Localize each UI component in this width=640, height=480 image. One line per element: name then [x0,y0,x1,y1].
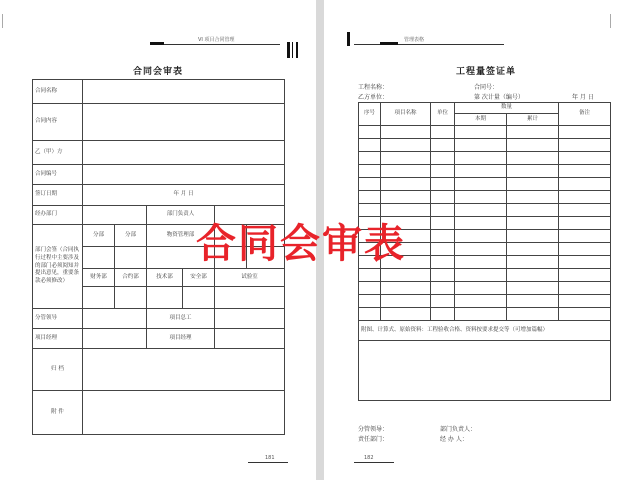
crop-mark [2,14,3,28]
left-page-header: VI 项目合同管理 [198,37,235,43]
table-cell[interactable] [431,126,455,139]
review-sign-cell[interactable] [215,287,285,309]
label-sign-date: 签订日期 [33,185,83,206]
table-cell[interactable] [381,308,431,321]
table-cell[interactable] [455,295,507,308]
table-cell[interactable] [359,269,381,282]
table-cell[interactable] [455,178,507,191]
header-bar-vertical-thin [292,42,293,58]
table-row [359,126,611,139]
col-this-period: 本期 [455,114,507,126]
label-handling-dept: 经办部门 [33,206,83,225]
table-cell[interactable] [431,243,455,256]
right-doc-title: 工程量签证单 [456,67,517,77]
table-cell[interactable] [455,165,507,178]
table-cell[interactable] [559,282,611,295]
table-cell[interactable] [381,139,431,152]
table-cell[interactable] [455,243,507,256]
table-cell[interactable] [455,191,507,204]
footer-handler: 经 办 人： [440,436,468,443]
meta-contract-no: 合同号： [474,84,499,91]
review-sign-cell[interactable] [115,247,147,269]
field-handling-dept[interactable] [83,206,147,225]
table-row [359,178,611,191]
header-rule [354,44,504,45]
table-cell[interactable] [431,165,455,178]
table-cell[interactable] [431,282,455,295]
header-bar [150,42,164,45]
table-cell[interactable] [455,256,507,269]
label-contract-name: 合同名称 [33,80,83,104]
review-header: 合约部 [115,269,147,287]
field-project-manager[interactable] [83,329,147,349]
col-seq: 序号 [359,103,381,126]
table-cell[interactable] [507,308,559,321]
review-sign-cell[interactable] [115,287,147,309]
table-cell[interactable] [431,217,455,230]
crop-mark [610,14,611,28]
table-cell[interactable] [455,230,507,243]
review-header: 分部 [115,225,147,247]
label-party-b: 乙（甲）方 [33,141,83,165]
left-doc-title: 合同会审表 [133,67,184,77]
table-cell[interactable] [455,269,507,282]
table-cell[interactable] [431,269,455,282]
col-item-name: 项目名称 [381,103,431,126]
table-cell[interactable] [431,139,455,152]
table-cell[interactable] [507,204,559,217]
right-page-number: 182 [364,455,374,461]
header-rule [150,44,280,45]
label-project-chief-engineer: 项目总工 [147,309,215,329]
table-cell[interactable] [559,178,611,191]
review-sign-cell[interactable] [83,247,115,269]
table-cell[interactable] [455,204,507,217]
left-page-number: 181 [265,455,275,461]
col-quantity: 数量 [455,103,559,114]
label-dept-review: 部门会签（合同执行过程中主要涉及的部门必须阅知并提出意见，重要条款必须修改） [33,225,83,309]
table-cell[interactable] [507,269,559,282]
review-sign-cell[interactable] [147,287,183,309]
table-cell[interactable] [507,152,559,165]
table-cell[interactable] [559,295,611,308]
table-row [359,152,611,165]
col-cumulative: 累计 [507,114,559,126]
review-header: 分部 [83,225,115,247]
table-cell[interactable] [559,230,611,243]
review-header: 财务部 [83,269,115,287]
header-bar-vertical [347,32,350,46]
review-header: 技术部 [147,269,183,287]
table-cell[interactable] [455,217,507,230]
field-contract-no[interactable] [83,165,285,185]
right-page-header: 管理表格 [404,37,425,43]
table-cell[interactable] [559,256,611,269]
table-row [359,308,611,321]
table-cell[interactable] [507,282,559,295]
table-cell[interactable] [507,217,559,230]
overlay-title: 合同会审表 [196,221,406,267]
field-contract-content[interactable] [83,104,285,141]
table-cell[interactable] [381,191,431,204]
label-attachment: 附 件 [33,391,83,435]
footer-rule [354,462,394,463]
table-cell[interactable] [559,204,611,217]
table-cell[interactable] [455,126,507,139]
table-cell[interactable] [431,152,455,165]
table-cell[interactable] [507,230,559,243]
header-bar-vertical-2 [296,42,298,58]
table-cell[interactable] [431,308,455,321]
table-cell[interactable] [455,152,507,165]
footer-leader: 分管领导： [358,426,389,433]
field-project-chief-engineer[interactable] [215,309,285,329]
field-contract-name[interactable] [83,80,285,104]
table-cell[interactable] [381,126,431,139]
table-cell[interactable] [559,191,611,204]
label-contract-no: 合同编号 [33,165,83,185]
footer-dept-head: 部门负责人： [440,426,477,433]
table-cell[interactable] [507,139,559,152]
review-sign-cell[interactable] [183,287,215,309]
attachments-note: 附图、计算式、原始资料：工程验收合格、资料按要求提交等（可增加篇幅） [359,321,611,341]
table-cell[interactable] [559,243,611,256]
field-sign-date[interactable]: 年 月 日 [83,185,285,206]
table-cell[interactable] [359,282,381,295]
table-cell[interactable] [381,178,431,191]
label-leader: 分管领导 [33,309,83,329]
field-leader[interactable] [83,309,147,329]
table-cell[interactable] [359,152,381,165]
meta-party-b-unit: 乙方单位： [358,94,389,101]
table-cell[interactable] [507,126,559,139]
table-cell[interactable] [359,308,381,321]
table-row [359,139,611,152]
footer-rule [248,462,288,463]
table-cell[interactable] [559,308,611,321]
table-cell[interactable] [559,152,611,165]
header-bar [380,42,398,45]
label-project-manager: 项目经理 [33,329,83,349]
field-attachment[interactable] [83,391,285,435]
label-dept-head: 部门负责人 [147,206,215,225]
table-cell[interactable] [559,139,611,152]
table-cell[interactable] [507,295,559,308]
table-cell[interactable] [507,243,559,256]
field-project-manager-2[interactable] [215,329,285,349]
table-cell[interactable] [431,191,455,204]
table-row [359,191,611,204]
table-cell[interactable] [431,204,455,217]
header-bar-vertical [287,42,290,58]
field-filing[interactable] [83,349,285,391]
footer-owner-dept: 责任部门： [358,436,389,443]
table-cell[interactable] [431,230,455,243]
table-cell[interactable] [359,295,381,308]
table-cell[interactable] [507,191,559,204]
label-project-manager-2: 项目经理 [147,329,215,349]
table-cell[interactable] [359,165,381,178]
review-header: 安全部 [183,269,215,287]
table-cell[interactable] [359,178,381,191]
table-cell[interactable] [381,282,431,295]
table-cell[interactable] [559,269,611,282]
col-unit: 单位 [431,103,455,126]
field-party-b[interactable] [83,141,285,165]
meta-date: 年 月 日 [572,94,594,101]
table-cell[interactable] [507,256,559,269]
table-cell[interactable] [507,178,559,191]
meta-project-name: 工程名称： [358,84,389,91]
table-row [359,282,611,295]
table-cell[interactable] [359,139,381,152]
table-cell[interactable] [455,139,507,152]
review-header: 物资管理部 [147,225,215,247]
review-header: 试验室 [215,269,285,287]
meta-period: 第 次计量（编号） [474,94,524,101]
table-cell[interactable] [455,308,507,321]
table-row [359,165,611,178]
table-cell[interactable] [381,295,431,308]
table-cell[interactable] [559,126,611,139]
attachments-area[interactable] [359,341,611,401]
table-cell[interactable] [507,165,559,178]
table-cell[interactable] [359,126,381,139]
table-cell[interactable] [431,295,455,308]
table-cell[interactable] [431,178,455,191]
label-filing: 归 档 [33,349,83,391]
table-cell[interactable] [559,217,611,230]
label-contract-content: 合同内容 [33,104,83,141]
table-cell[interactable] [381,165,431,178]
table-cell[interactable] [381,269,431,282]
col-remarks: 备注 [559,103,611,126]
table-cell[interactable] [431,256,455,269]
table-cell[interactable] [381,152,431,165]
table-cell[interactable] [455,282,507,295]
table-cell[interactable] [559,165,611,178]
table-row [359,295,611,308]
table-row [359,269,611,282]
table-cell[interactable] [359,191,381,204]
review-sign-cell[interactable] [83,287,115,309]
